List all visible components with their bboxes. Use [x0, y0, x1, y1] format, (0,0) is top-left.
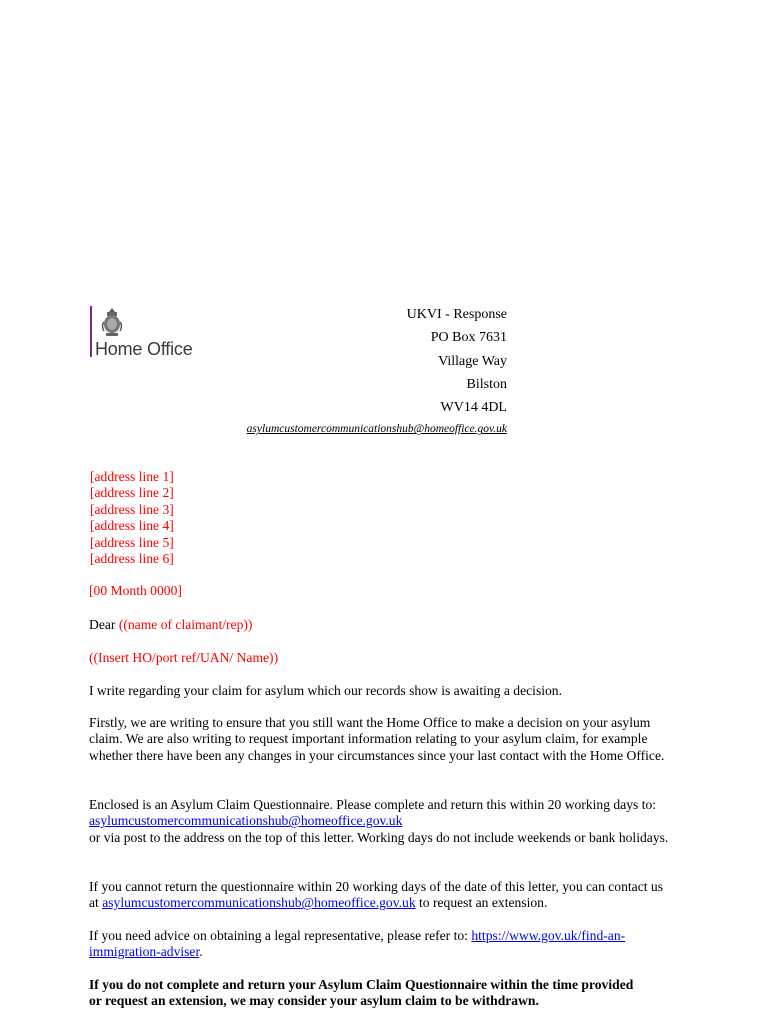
paragraph-4-text: If you cannot return the questionnaire within 20 working days of the date of this letter, you can contact us at: [89, 879, 664, 911]
letter-date: [00 Month 0000]: [89, 583, 182, 598]
sender-line: PO Box 7631: [430, 330, 507, 346]
address-line: [address line 5]: [90, 534, 174, 550]
paragraph-5-text-end: .: [199, 944, 203, 960]
reference-line: ((Insert HO/port ref/UAN/ Name)): [89, 650, 279, 665]
paragraph-5-text: If you need advice on obtaining a legal representative, please refer to:: [89, 928, 472, 943]
logo-bar: [90, 306, 92, 357]
salutation-dear: Dear: [89, 617, 119, 632]
paragraph-4: [89, 879, 669, 912]
paragraph-3-text-cont: or via post to the address on the top of this letter. Working days do not include weekends or bank holidays.: [89, 829, 669, 845]
royal-crest-icon: [97, 306, 127, 340]
salutation-name: ((name of claimant/rep)): [118, 617, 253, 632]
logo-text: Home Office: [95, 339, 193, 359]
sender-email-link[interactable]: asylumcustomercommunicationshub@homeoffice.gov.uk: [246, 423, 507, 436]
sender-address: [247, 306, 507, 436]
sender-line: WV14 4DL: [440, 400, 507, 416]
address-line: [address line 2]: [90, 485, 174, 501]
email-link[interactable]: asylumcustomercommunicationshub@homeoffice.gov.uk: [102, 895, 416, 911]
address-line: [address line 1]: [90, 469, 174, 484]
email-link[interactable]: asylumcustomercommunicationshub@homeoffice.gov.uk: [89, 813, 403, 829]
legal-adviser-link[interactable]: https://www.gov.uk/find-an-immigration-adviser: [89, 928, 626, 960]
sender-line: Village Way: [438, 353, 507, 369]
paragraph-3-text: Enclosed is an Asylum Claim Questionnaire. Please complete and return this within 20 working days to:: [89, 797, 657, 812]
address-line: [address line 3]: [90, 501, 174, 517]
paragraph-1: I write regarding your claim for asylum which our records show is awaiting a decision.: [89, 683, 563, 698]
paragraph-6-warning: If you do not complete and return your Asylum Claim Questionnaire within the time provided or request an extension, we may consider your asylum claim to be withdrawn.: [89, 977, 634, 1009]
home-office-logo: [90, 306, 220, 362]
sender-line: Bilston: [466, 376, 507, 392]
salutation: [89, 617, 689, 633]
sender-line: UKVI - Response: [406, 307, 507, 322]
paragraph-4-text-end: to request an extension.: [415, 895, 548, 911]
paragraph-2: Firstly, we are writing to ensure that you still want the Home Office to make a decision on your asylum claim. We are also writing to request important information relating to your asylum claim, for example whether there have been any changes in your circumstances since your last contact with the Home Office.: [89, 715, 665, 763]
address-line: [address line 6]: [90, 551, 174, 567]
paragraph-5: [89, 928, 689, 961]
address-line: [address line 4]: [90, 518, 174, 534]
recipient-address: [90, 469, 174, 567]
paragraph-3: [89, 797, 681, 846]
